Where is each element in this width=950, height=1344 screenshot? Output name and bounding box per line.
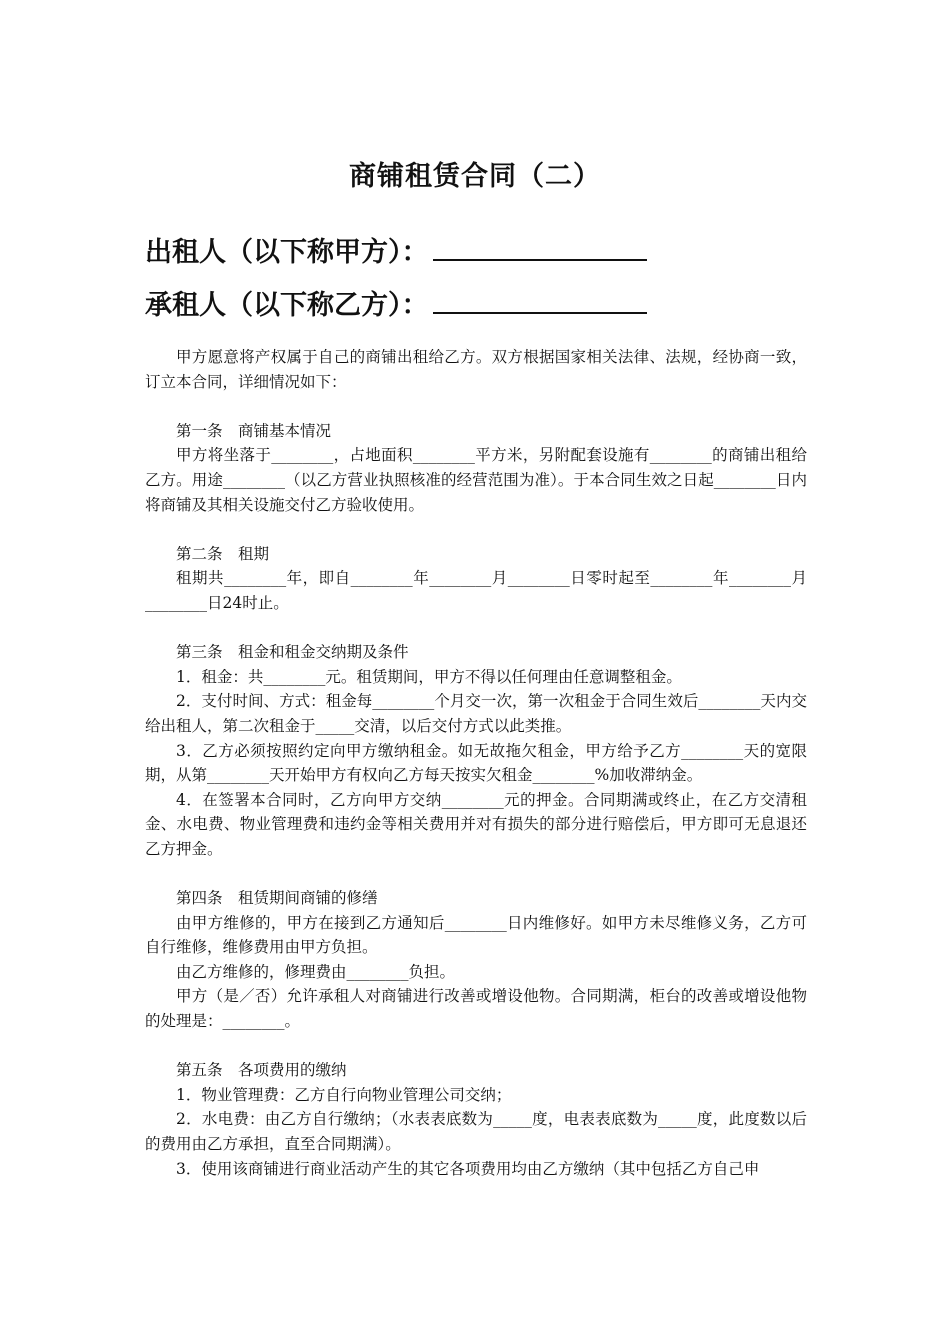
article1-heading: 第一条 商铺基本情况 [176,421,332,440]
lessee-blank [433,290,647,314]
article4-heading: 第四条 租赁期间商铺的修缮 [176,889,378,908]
article3-item-2: 2．支付时间、方式：租金每________个月交一次，第一次租金于合同生效后________天内交给出租人，第二次租金于_____交清，以后交付方式以此类推。 [145,692,807,735]
lessee-line [145,283,647,322]
intro-paragraph: 甲方愿意将产权属于自己的商铺出租给乙方。双方根据国家相关法律、法规，经协商一致，订立本合同，详细情况如下： [145,348,807,391]
article5-item-1: 1．物业管理费：乙方自行向物业管理公司交纳； [176,1085,512,1104]
article3-item-3: 3．乙方必须按照约定向甲方缴纳租金。如无故拖欠租金，甲方给予乙方________天的宽限期，从第________天开始甲方有权向乙方每天按实欠租金________%加收滞纳金。 [145,741,807,785]
article2-heading: 第二条 租期 [176,544,270,563]
article4-paragraph-3: 甲方（是／否）允许承租人对商铺进行改善或增设他物。合同期满，柜台的改善或增设他物的处理是：________。 [145,987,807,1031]
lessor-line [145,230,647,269]
lessee-label: 承租人（以下称乙方）： [145,290,429,321]
lessor-label: 出租人（以下称甲方）： [145,237,429,268]
article3-heading: 第三条 租金和租金交纳期及条件 [176,643,409,662]
article5-item-2: 2．水电费：由乙方自行缴纳；（水表表底数为_____度，电表表底数为_____度，此度数以后的费用由乙方承担，直至合同期满）。 [145,1110,807,1153]
article5-item-3: 3．使用该商铺进行商业活动产生的其它各项费用均由乙方缴纳（其中包括乙方自己申 [176,1159,760,1178]
article4-paragraph-2: 由乙方维修的，修理费由________负担。 [176,962,456,981]
contract-body [145,345,807,1181]
article3-item-1: 1．租金：共________元。租赁期间，甲方不得以任何理由任意调整租金。 [176,667,682,686]
document-title: 商铺租赁合同（二） [349,161,601,192]
article1-paragraph: 甲方将坐落于________，占地面积________平方米，另附配套设施有________的商铺出租给乙方。用途________（以乙方营业执照核准的经营范围为准）。于本合同生效之日起________日内将商铺及其相关设施交付乙方验收使用。 [145,446,807,514]
article3-item-4: 4．在签署本合同时，乙方向甲方交纳________元的押金。合同期满或终止，在乙方交清租金、水电费、物业管理费和违约金等相关费用并对有损失的部分进行赔偿后，甲方即可无息退还乙方押金。 [145,790,807,858]
article2-paragraph: 租期共________年，即自________年________月________日零时起至________年________月________日24时止。 [145,569,807,612]
lessor-blank [433,237,647,261]
article5-heading: 第五条 各项费用的缴纳 [176,1061,347,1080]
article4-paragraph-1: 由甲方维修的，甲方在接到乙方通知后________日内维修好。如甲方未尽维修义务，乙方可自行维修，维修费用由甲方负担。 [145,913,807,957]
